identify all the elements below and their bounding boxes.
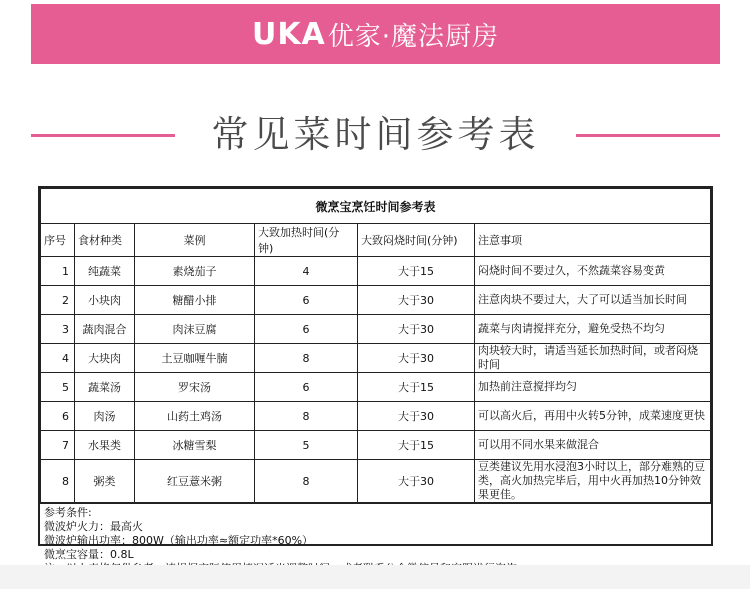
- row-dish: 素烧茄子: [135, 257, 255, 286]
- title-divider-left: [31, 134, 175, 137]
- row-simmer-time: 大于30: [358, 315, 475, 344]
- row-food-type: 蔬菜汤: [75, 373, 135, 402]
- row-number: 7: [41, 431, 75, 460]
- row-number: 3: [41, 315, 75, 344]
- row-food-type: 小块肉: [75, 286, 135, 315]
- row-number: 2: [41, 286, 75, 315]
- row-note: 可以高火后，再用中火转5分钟，成菜速度更快: [475, 402, 711, 431]
- row-note: 加热前注意搅拌均匀: [475, 373, 711, 402]
- row-heat-time: 6: [255, 373, 358, 402]
- row-heat-time: 4: [255, 257, 358, 286]
- table-row: [41, 373, 711, 402]
- row-dish: 冰糖雪梨: [135, 431, 255, 460]
- row-note: 肉块较大时，请适当延长加热时间，或者闷烧时间: [475, 344, 711, 373]
- row-note: 豆类建议先用水浸泡3小时以上，部分难熟的豆类，高火加热完毕后，用中火再加热10分钟效果更佳。: [475, 460, 711, 503]
- footnote-line: 微波炉输出功率：800W（输出功率≈额定功率*60%）: [44, 534, 314, 547]
- table-row: [41, 431, 711, 460]
- row-dish: 糖醋小排: [135, 286, 255, 315]
- row-number: 5: [41, 373, 75, 402]
- row-heat-time: 6: [255, 315, 358, 344]
- header-heat: 大致加热时间(分钟): [255, 224, 358, 257]
- row-note: 注意肉块不要过大，大了可以适当加长时间: [475, 286, 711, 315]
- row-number: 1: [41, 257, 75, 286]
- footnote-line: 参考条件:: [44, 506, 92, 519]
- row-food-type: 粥类: [75, 460, 135, 503]
- footnote-line: 微波炉火力：最高火: [44, 520, 143, 533]
- brand-banner: [31, 4, 720, 64]
- row-note: 蔬菜与肉请搅拌充分，避免受热不均匀: [475, 315, 711, 344]
- row-heat-time: 8: [255, 460, 358, 503]
- row-simmer-time: 大于30: [358, 344, 475, 373]
- title-divider-right: [576, 134, 720, 137]
- cooking-time-table: [38, 186, 713, 561]
- table-row: [41, 315, 711, 344]
- row-heat-time: 6: [255, 286, 358, 315]
- row-simmer-time: 大于30: [358, 286, 475, 315]
- header-dish: 菜例: [135, 224, 255, 257]
- row-number: 4: [41, 344, 75, 373]
- row-food-type: 大块肉: [75, 344, 135, 373]
- row-food-type: 蔬肉混合: [75, 315, 135, 344]
- row-simmer-time: 大于30: [358, 402, 475, 431]
- row-heat-time: 5: [255, 431, 358, 460]
- table-header-row: [41, 224, 711, 257]
- row-dish: 红豆薏米粥: [135, 460, 255, 503]
- footnote-line: 微烹宝容量：0.8L: [44, 548, 134, 561]
- row-note: 闷烧时间不要过久，不然蔬菜容易变黄: [475, 257, 711, 286]
- row-simmer-time: 大于15: [358, 431, 475, 460]
- header-no: 序号: [41, 224, 75, 257]
- brand-name: 优家·魔法厨房: [327, 21, 500, 52]
- row-dish: 罗宋汤: [135, 373, 255, 402]
- table-row: [41, 460, 711, 503]
- row-dish: 山药土鸡汤: [135, 402, 255, 431]
- bottom-band: [0, 565, 750, 589]
- table-row: [41, 402, 711, 431]
- table-row: [41, 344, 711, 373]
- table-caption: 微烹宝烹饪时间参考表: [41, 189, 711, 224]
- header-simmer: 大致闷烧时间(分钟): [358, 224, 475, 257]
- page-title: 常见菜时间参考表: [211, 113, 540, 156]
- row-food-type: 纯蔬菜: [75, 257, 135, 286]
- row-heat-time: 8: [255, 344, 358, 373]
- row-dish: 土豆咖喱牛腩: [135, 344, 255, 373]
- page-title-row: [0, 105, 750, 165]
- row-dish: 肉沫豆腐: [135, 315, 255, 344]
- table-row: [41, 257, 711, 286]
- header-type: 食材种类: [75, 224, 135, 257]
- row-number: 6: [41, 402, 75, 431]
- row-simmer-time: 大于30: [358, 460, 475, 503]
- table-row: [41, 286, 711, 315]
- row-simmer-time: 大于15: [358, 373, 475, 402]
- brand-logo: UKA: [251, 16, 326, 52]
- row-heat-time: 8: [255, 402, 358, 431]
- row-note: 可以用不同水果来做混合: [475, 431, 711, 460]
- row-food-type: 水果类: [75, 431, 135, 460]
- row-simmer-time: 大于15: [358, 257, 475, 286]
- header-note: 注意事项: [475, 224, 711, 257]
- row-food-type: 肉汤: [75, 402, 135, 431]
- row-number: 8: [41, 460, 75, 503]
